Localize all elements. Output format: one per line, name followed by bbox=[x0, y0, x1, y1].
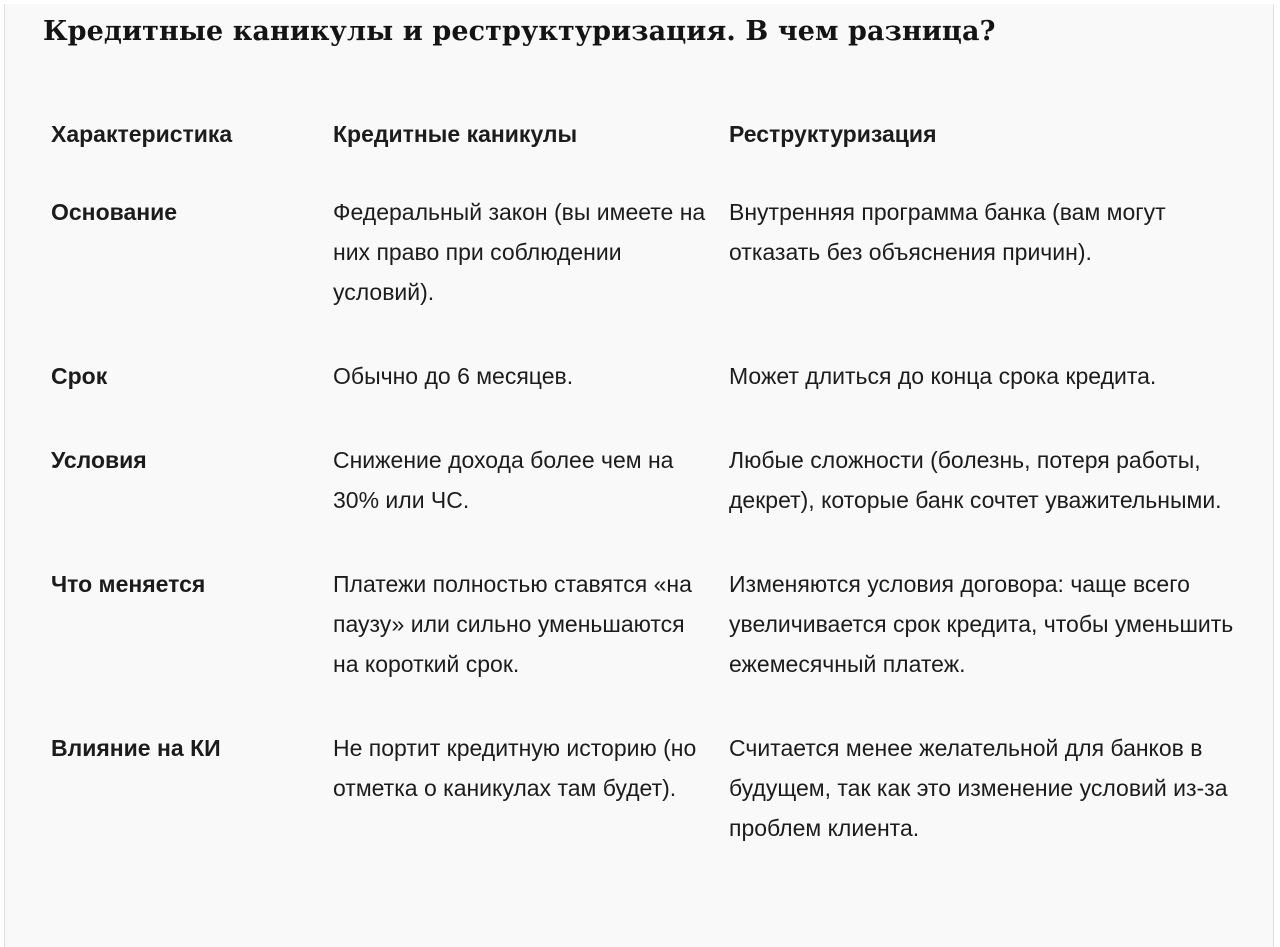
credit-holidays-cell: Платежи полностью ставятся «на паузу» или сильно уменьшаются на короткий срок. bbox=[333, 571, 692, 677]
restructuring-cell: Внутренняя программа банка (вам могут отказать без объяснения причин). bbox=[729, 199, 1166, 265]
restructuring-cell: Может длиться до конца срока кредита. bbox=[729, 363, 1157, 389]
table-row bbox=[51, 192, 1251, 356]
row-label: Что меняется bbox=[51, 571, 206, 597]
column-header-restructuring: Реструктуризация bbox=[729, 121, 937, 147]
page-title: Кредитные каникулы и реструктуризация. В чем разница? bbox=[43, 16, 996, 47]
credit-holidays-cell: Снижение дохода более чем на 30% или ЧС. bbox=[333, 447, 674, 513]
restructuring-cell: Считается менее желательной для банков в будущем, так как это изменение условий из-за проблем клиента. bbox=[729, 735, 1228, 841]
table-row bbox=[51, 564, 1251, 728]
row-label: Срок bbox=[51, 363, 108, 389]
table-row bbox=[51, 440, 1251, 564]
row-label: Влияние на КИ bbox=[51, 735, 221, 761]
document-page bbox=[4, 4, 1274, 947]
table-header-row bbox=[51, 104, 1251, 192]
restructuring-cell: Любые сложности (болезнь, потеря работы, декрет), которые банк сочтет уважительными. bbox=[729, 447, 1222, 513]
credit-holidays-cell: Обычно до 6 месяцев. bbox=[333, 363, 574, 389]
column-header-credit-holidays: Кредитные каникулы bbox=[333, 121, 578, 147]
table-row bbox=[51, 356, 1251, 440]
row-label: Основание bbox=[51, 199, 178, 225]
credit-holidays-cell: Федеральный закон (вы имеете на них право при соблюдении условий). bbox=[333, 199, 706, 305]
row-label: Условия bbox=[51, 447, 147, 473]
column-header-characteristic: Характеристика bbox=[51, 121, 233, 147]
restructuring-cell: Изменяются условия договора: чаще всего увеличивается срок кредита, чтобы уменьшить ежемесячный платеж. bbox=[729, 571, 1234, 677]
credit-holidays-cell: Не портит кредитную историю (но отметка о каникулах там будет). bbox=[333, 735, 697, 801]
comparison-table bbox=[51, 104, 1251, 892]
table-row bbox=[51, 728, 1251, 892]
